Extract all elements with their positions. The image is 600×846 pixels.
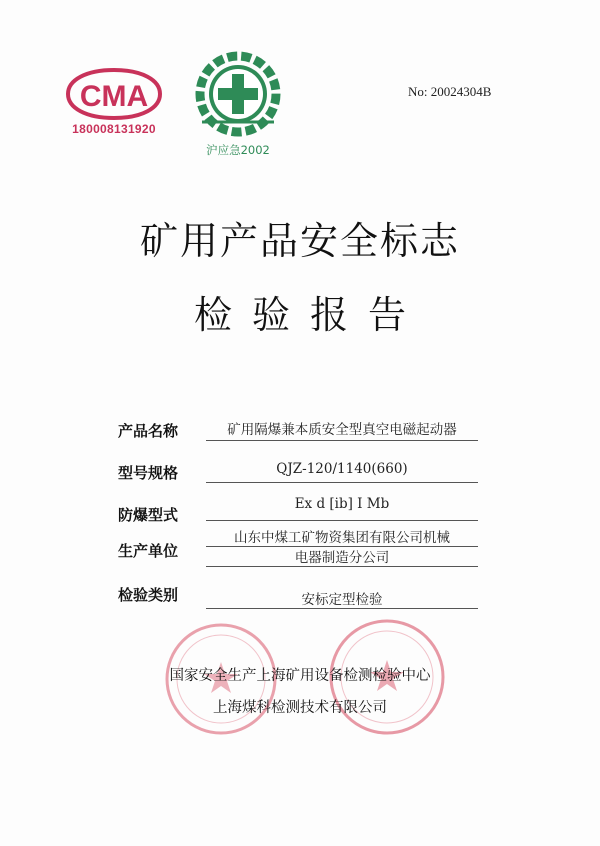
field-underline [206, 520, 478, 521]
safety-caption: 沪应急2002 [206, 143, 270, 157]
field-value: QJZ-120/1140(660) [276, 461, 408, 477]
field-underline [206, 440, 478, 441]
safety-cross-icon [188, 50, 288, 140]
cma-mark-icon [64, 66, 164, 126]
field-value-line-2: 电器制造分公司 [294, 550, 390, 566]
field-value: Ex d [ib] I Mb [294, 496, 390, 512]
title-line-2: 检验报告 [193, 293, 426, 337]
field-underline [206, 566, 478, 567]
field-label: 型号规格 [118, 464, 179, 482]
field-underline [206, 482, 478, 483]
title-line-1: 矿用产品安全标志 [139, 219, 460, 263]
cma-code: 180008131920 [72, 122, 156, 136]
field-label: 防爆型式 [118, 506, 179, 524]
report-number: No: 20024304B [408, 84, 492, 99]
safety-logo [188, 50, 288, 160]
issuer-line-2: 上海煤科检测技术有限公司 [213, 700, 387, 716]
field-value-line-1: 山东中煤工矿物资集团有限公司机械 [234, 530, 450, 546]
field-underline [206, 608, 478, 609]
field-value: 安标定型检验 [301, 592, 383, 608]
field-label: 检验类别 [118, 586, 179, 604]
field-label: 产品名称 [118, 422, 179, 440]
issuer-line-1: 国家安全生产上海矿用设备检测检验中心 [169, 668, 431, 684]
cma-text: CMA [79, 80, 149, 113]
field-label: 生产单位 [118, 542, 179, 560]
cma-logo [64, 66, 164, 142]
field-value: 矿用隔爆兼本质安全型真空电磁起动器 [227, 422, 457, 438]
